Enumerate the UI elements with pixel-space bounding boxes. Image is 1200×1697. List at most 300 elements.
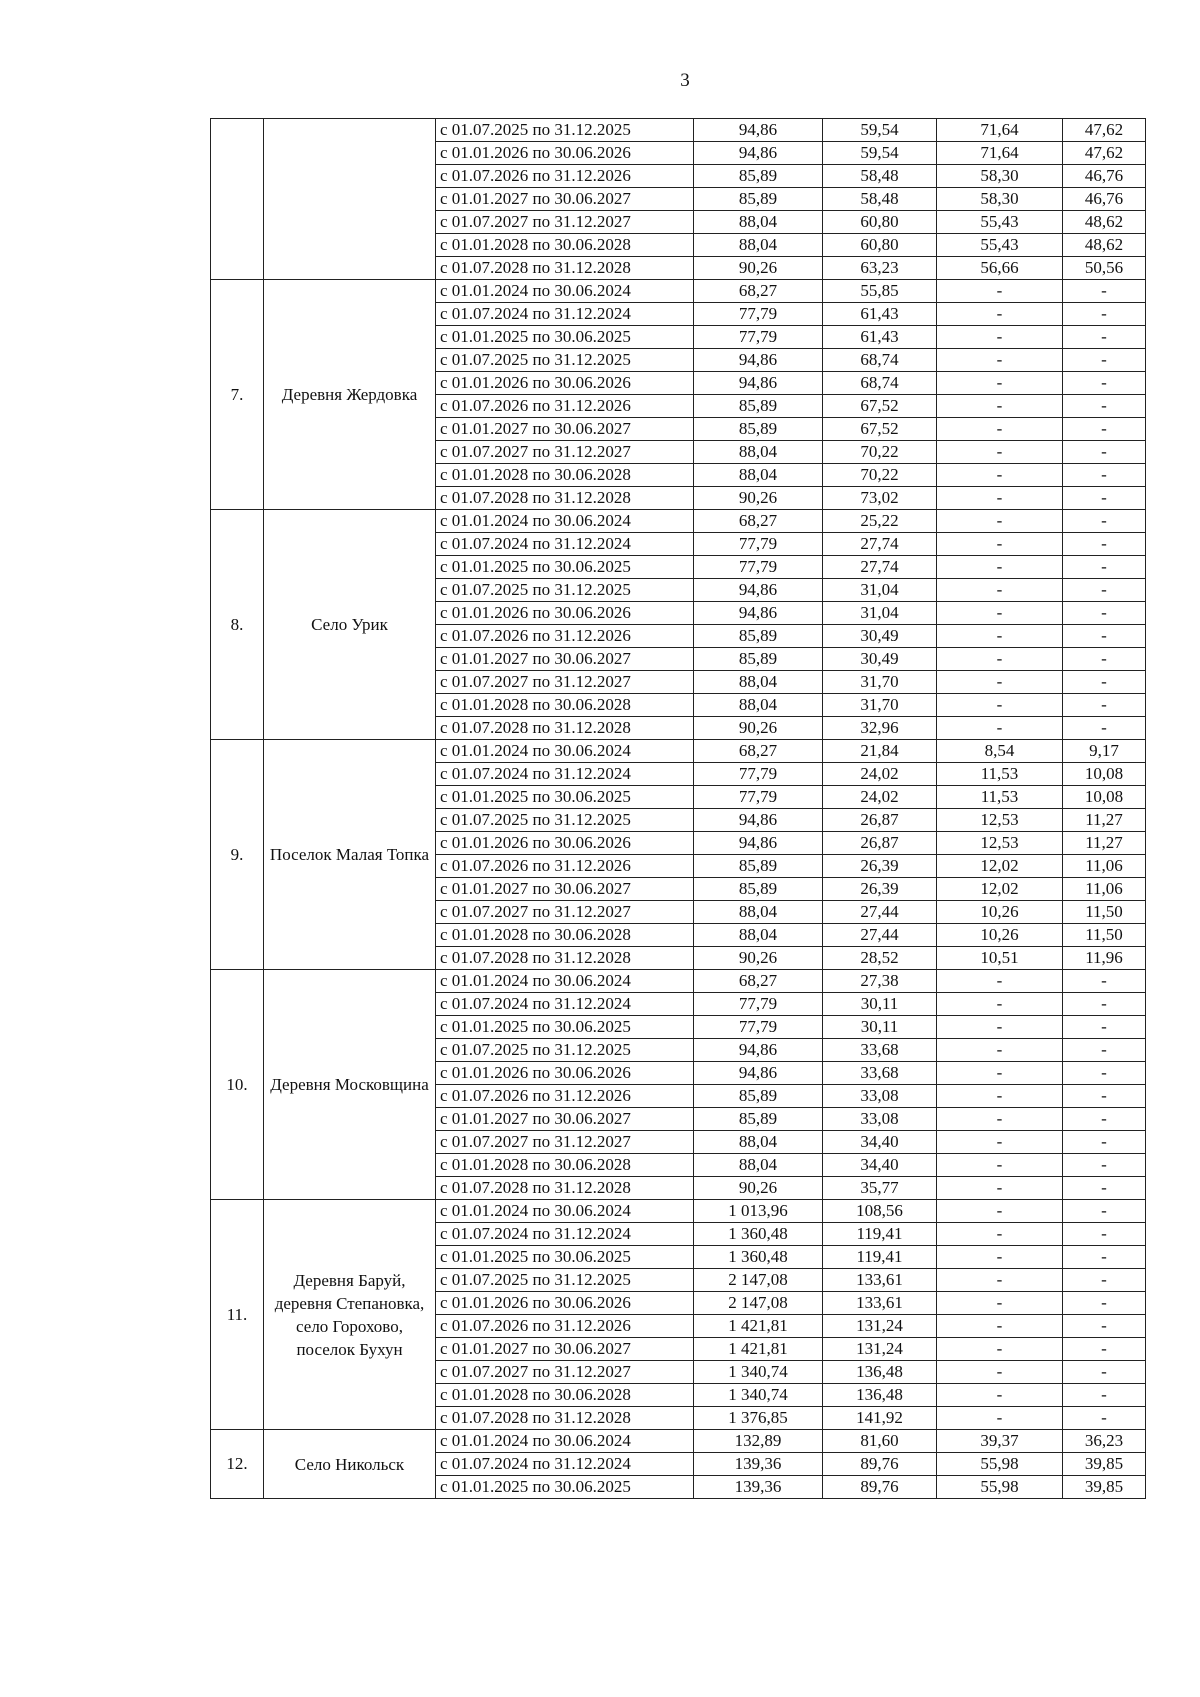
tariff-value-3: - (937, 1154, 1063, 1177)
period-cell: с 01.01.2026 по 30.06.2026 (436, 1292, 694, 1315)
tariff-value-1: 77,79 (694, 303, 823, 326)
tariff-value-3: - (937, 1016, 1063, 1039)
period-cell: с 01.01.2025 по 30.06.2025 (436, 786, 694, 809)
tariff-value-1: 85,89 (694, 878, 823, 901)
settlement-name: Деревня Московщина (264, 970, 436, 1200)
tariff-value-1: 2 147,08 (694, 1292, 823, 1315)
tariff-value-1: 1 360,48 (694, 1223, 823, 1246)
tariff-value-2: 26,87 (823, 832, 937, 855)
tariff-table (210, 118, 1146, 1499)
table-row (211, 510, 1146, 533)
period-cell: с 01.01.2025 по 30.06.2025 (436, 1016, 694, 1039)
tariff-value-3: 56,66 (937, 257, 1063, 280)
tariff-value-1: 77,79 (694, 763, 823, 786)
tariff-value-3: - (937, 1384, 1063, 1407)
period-cell: с 01.07.2026 по 31.12.2026 (436, 395, 694, 418)
tariff-value-4: 10,08 (1063, 786, 1146, 809)
tariff-value-3: - (937, 1223, 1063, 1246)
period-cell: с 01.07.2028 по 31.12.2028 (436, 487, 694, 510)
tariff-value-1: 1 421,81 (694, 1315, 823, 1338)
tariff-value-4: - (1063, 1085, 1146, 1108)
tariff-value-3: - (937, 993, 1063, 1016)
tariff-value-4: - (1063, 1384, 1146, 1407)
period-cell: с 01.07.2024 по 31.12.2024 (436, 533, 694, 556)
tariff-value-2: 136,48 (823, 1361, 937, 1384)
tariff-value-3: - (937, 303, 1063, 326)
tariff-value-2: 26,39 (823, 855, 937, 878)
tariff-value-1: 90,26 (694, 947, 823, 970)
period-cell: с 01.07.2026 по 31.12.2026 (436, 1315, 694, 1338)
tariff-value-3: - (937, 510, 1063, 533)
tariff-value-2: 119,41 (823, 1223, 937, 1246)
tariff-value-2: 70,22 (823, 464, 937, 487)
tariff-value-3: - (937, 556, 1063, 579)
tariff-value-1: 1 340,74 (694, 1384, 823, 1407)
period-cell: с 01.01.2028 по 30.06.2028 (436, 1384, 694, 1407)
table-row (211, 970, 1146, 993)
tariff-value-4: - (1063, 1131, 1146, 1154)
period-cell: с 01.01.2026 по 30.06.2026 (436, 142, 694, 165)
period-cell: с 01.07.2026 по 31.12.2026 (436, 165, 694, 188)
tariff-value-3: 12,53 (937, 809, 1063, 832)
tariff-value-2: 73,02 (823, 487, 937, 510)
tariff-value-2: 33,68 (823, 1039, 937, 1062)
period-cell: с 01.01.2028 по 30.06.2028 (436, 234, 694, 257)
period-cell: с 01.01.2024 по 30.06.2024 (436, 740, 694, 763)
period-cell: с 01.01.2025 по 30.06.2025 (436, 326, 694, 349)
tariff-value-3: - (937, 533, 1063, 556)
tariff-value-4: 11,50 (1063, 924, 1146, 947)
tariff-value-2: 24,02 (823, 786, 937, 809)
tariff-value-2: 67,52 (823, 418, 937, 441)
tariff-value-4: - (1063, 510, 1146, 533)
tariff-value-2: 68,74 (823, 372, 937, 395)
tariff-value-2: 68,74 (823, 349, 937, 372)
tariff-value-1: 94,86 (694, 1062, 823, 1085)
tariff-value-1: 90,26 (694, 487, 823, 510)
tariff-value-4: - (1063, 303, 1146, 326)
tariff-value-3: - (937, 464, 1063, 487)
tariff-value-1: 85,89 (694, 1108, 823, 1131)
tariff-value-4: 11,50 (1063, 901, 1146, 924)
settlement-number: 11. (211, 1200, 264, 1430)
tariff-value-1: 2 147,08 (694, 1269, 823, 1292)
tariff-value-4: 11,27 (1063, 809, 1146, 832)
tariff-value-1: 94,86 (694, 579, 823, 602)
tariff-value-1: 68,27 (694, 280, 823, 303)
tariff-value-2: 60,80 (823, 234, 937, 257)
period-cell: с 01.01.2028 по 30.06.2028 (436, 464, 694, 487)
tariff-value-2: 30,11 (823, 1016, 937, 1039)
tariff-value-3: - (937, 372, 1063, 395)
tariff-value-3: - (937, 1269, 1063, 1292)
settlement-name: Село Урик (264, 510, 436, 740)
tariff-value-4: - (1063, 1361, 1146, 1384)
tariff-value-2: 30,49 (823, 625, 937, 648)
tariff-value-4: - (1063, 349, 1146, 372)
tariff-value-3: 11,53 (937, 786, 1063, 809)
tariff-value-4: 48,62 (1063, 234, 1146, 257)
period-cell: с 01.01.2027 по 30.06.2027 (436, 878, 694, 901)
period-cell: с 01.01.2024 по 30.06.2024 (436, 510, 694, 533)
tariff-value-4: 47,62 (1063, 142, 1146, 165)
period-cell: с 01.07.2028 по 31.12.2028 (436, 717, 694, 740)
tariff-value-2: 32,96 (823, 717, 937, 740)
tariff-value-2: 133,61 (823, 1269, 937, 1292)
tariff-value-2: 108,56 (823, 1200, 937, 1223)
period-cell: с 01.07.2027 по 31.12.2027 (436, 211, 694, 234)
tariff-value-1: 139,36 (694, 1453, 823, 1476)
tariff-value-2: 33,08 (823, 1108, 937, 1131)
tariff-value-4: - (1063, 1407, 1146, 1430)
tariff-value-2: 59,54 (823, 119, 937, 142)
tariff-value-4: - (1063, 533, 1146, 556)
tariff-value-1: 94,86 (694, 602, 823, 625)
tariff-value-2: 21,84 (823, 740, 937, 763)
tariff-value-2: 58,48 (823, 165, 937, 188)
tariff-value-3: - (937, 579, 1063, 602)
tariff-value-2: 133,61 (823, 1292, 937, 1315)
period-cell: с 01.01.2026 по 30.06.2026 (436, 832, 694, 855)
tariff-value-2: 136,48 (823, 1384, 937, 1407)
tariff-value-1: 85,89 (694, 855, 823, 878)
tariff-value-3: - (937, 1085, 1063, 1108)
tariff-value-3: 10,26 (937, 901, 1063, 924)
tariff-value-3: - (937, 395, 1063, 418)
period-cell: с 01.07.2026 по 31.12.2026 (436, 1085, 694, 1108)
tariff-value-4: - (1063, 648, 1146, 671)
tariff-value-1: 85,89 (694, 648, 823, 671)
tariff-value-1: 85,89 (694, 395, 823, 418)
tariff-value-4: - (1063, 1154, 1146, 1177)
tariff-value-2: 30,49 (823, 648, 937, 671)
period-cell: с 01.07.2025 по 31.12.2025 (436, 579, 694, 602)
settlement-number (211, 119, 264, 280)
tariff-value-2: 30,11 (823, 993, 937, 1016)
settlement-name: Деревня Жердовка (264, 280, 436, 510)
tariff-value-4: 39,85 (1063, 1476, 1146, 1499)
tariff-value-2: 33,68 (823, 1062, 937, 1085)
period-cell: с 01.07.2027 по 31.12.2027 (436, 1131, 694, 1154)
period-cell: с 01.01.2028 по 30.06.2028 (436, 924, 694, 947)
period-cell: с 01.07.2027 по 31.12.2027 (436, 901, 694, 924)
period-cell: с 01.07.2028 по 31.12.2028 (436, 947, 694, 970)
tariff-value-3: - (937, 694, 1063, 717)
period-cell: с 01.01.2027 по 30.06.2027 (436, 188, 694, 211)
tariff-value-4: 10,08 (1063, 763, 1146, 786)
period-cell: с 01.01.2027 по 30.06.2027 (436, 418, 694, 441)
tariff-value-2: 131,24 (823, 1315, 937, 1338)
tariff-value-2: 27,74 (823, 556, 937, 579)
period-cell: с 01.07.2024 по 31.12.2024 (436, 1453, 694, 1476)
tariff-value-1: 85,89 (694, 165, 823, 188)
tariff-value-3: - (937, 1131, 1063, 1154)
tariff-value-3: - (937, 602, 1063, 625)
tariff-value-1: 1 421,81 (694, 1338, 823, 1361)
tariff-value-2: 119,41 (823, 1246, 937, 1269)
tariff-value-4: - (1063, 602, 1146, 625)
tariff-value-2: 61,43 (823, 303, 937, 326)
period-cell: с 01.07.2028 по 31.12.2028 (436, 1407, 694, 1430)
tariff-value-2: 89,76 (823, 1453, 937, 1476)
tariff-value-1: 1 376,85 (694, 1407, 823, 1430)
tariff-value-3: 71,64 (937, 142, 1063, 165)
tariff-value-1: 139,36 (694, 1476, 823, 1499)
tariff-value-4: 46,76 (1063, 165, 1146, 188)
period-cell: с 01.01.2025 по 30.06.2025 (436, 1246, 694, 1269)
period-cell: с 01.01.2024 по 30.06.2024 (436, 1430, 694, 1453)
settlement-name: Село Никольск (264, 1430, 436, 1499)
period-cell: с 01.07.2026 по 31.12.2026 (436, 625, 694, 648)
tariff-value-4: - (1063, 694, 1146, 717)
tariff-value-1: 88,04 (694, 901, 823, 924)
settlement-number: 10. (211, 970, 264, 1200)
tariff-value-3: - (937, 671, 1063, 694)
tariff-value-3: - (937, 418, 1063, 441)
tariff-value-4: - (1063, 1039, 1146, 1062)
settlement-name: Деревня Баруй, деревня Степановка, село Горохово, поселок Бухун (264, 1200, 436, 1430)
tariff-value-4: - (1063, 1246, 1146, 1269)
tariff-value-2: 26,87 (823, 809, 937, 832)
tariff-value-4: - (1063, 1223, 1146, 1246)
tariff-value-3: 8,54 (937, 740, 1063, 763)
tariff-value-3: 55,43 (937, 211, 1063, 234)
tariff-value-4: 46,76 (1063, 188, 1146, 211)
tariff-value-1: 94,86 (694, 372, 823, 395)
period-cell: с 01.07.2028 по 31.12.2028 (436, 1177, 694, 1200)
tariff-value-3: - (937, 717, 1063, 740)
tariff-value-3: - (937, 625, 1063, 648)
tariff-value-1: 94,86 (694, 1039, 823, 1062)
tariff-value-4: - (1063, 1108, 1146, 1131)
tariff-value-4: - (1063, 280, 1146, 303)
tariff-value-1: 94,86 (694, 119, 823, 142)
period-cell: с 01.01.2024 по 30.06.2024 (436, 970, 694, 993)
tariff-value-3: - (937, 1062, 1063, 1085)
tariff-value-3: 71,64 (937, 119, 1063, 142)
tariff-value-3: - (937, 1108, 1063, 1131)
tariff-value-1: 85,89 (694, 188, 823, 211)
tariff-value-1: 94,86 (694, 809, 823, 832)
table-row (211, 1200, 1146, 1223)
tariff-value-3: - (937, 970, 1063, 993)
tariff-value-1: 88,04 (694, 1131, 823, 1154)
tariff-value-3: 55,43 (937, 234, 1063, 257)
tariff-value-4: - (1063, 993, 1146, 1016)
tariff-value-3: 58,30 (937, 165, 1063, 188)
tariff-value-3: 55,98 (937, 1476, 1063, 1499)
tariff-value-3: - (937, 487, 1063, 510)
tariff-value-1: 88,04 (694, 211, 823, 234)
tariff-value-4: - (1063, 717, 1146, 740)
period-cell: с 01.01.2026 по 30.06.2026 (436, 1062, 694, 1085)
tariff-value-4: 36,23 (1063, 1430, 1146, 1453)
period-cell: с 01.07.2025 по 31.12.2025 (436, 1039, 694, 1062)
period-cell: с 01.07.2025 по 31.12.2025 (436, 1269, 694, 1292)
tariff-value-1: 77,79 (694, 1016, 823, 1039)
period-cell: с 01.07.2024 по 31.12.2024 (436, 763, 694, 786)
tariff-value-1: 90,26 (694, 1177, 823, 1200)
tariff-value-4: 11,27 (1063, 832, 1146, 855)
tariff-value-3: 39,37 (937, 1430, 1063, 1453)
tariff-value-2: 55,85 (823, 280, 937, 303)
tariff-value-4: - (1063, 441, 1146, 464)
period-cell: с 01.01.2025 по 30.06.2025 (436, 556, 694, 579)
tariff-value-3: - (937, 280, 1063, 303)
tariff-value-3: - (937, 1407, 1063, 1430)
tariff-value-4: - (1063, 625, 1146, 648)
tariff-value-2: 34,40 (823, 1131, 937, 1154)
tariff-value-2: 63,23 (823, 257, 937, 280)
period-cell: с 01.07.2024 по 31.12.2024 (436, 993, 694, 1016)
tariff-value-1: 77,79 (694, 786, 823, 809)
settlement-name: Поселок Малая Топка (264, 740, 436, 970)
tariff-value-4: - (1063, 487, 1146, 510)
tariff-value-1: 88,04 (694, 234, 823, 257)
tariff-value-2: 31,70 (823, 671, 937, 694)
tariff-value-2: 34,40 (823, 1154, 937, 1177)
tariff-value-4: - (1063, 372, 1146, 395)
tariff-value-4: - (1063, 556, 1146, 579)
period-cell: с 01.07.2025 по 31.12.2025 (436, 119, 694, 142)
tariff-value-2: 26,39 (823, 878, 937, 901)
tariff-value-1: 77,79 (694, 556, 823, 579)
tariff-value-4: - (1063, 579, 1146, 602)
tariff-value-1: 68,27 (694, 970, 823, 993)
tariff-value-3: - (937, 1177, 1063, 1200)
tariff-value-4: - (1063, 1292, 1146, 1315)
tariff-value-2: 61,43 (823, 326, 937, 349)
tariff-value-4: 11,06 (1063, 878, 1146, 901)
tariff-value-4: - (1063, 1177, 1146, 1200)
tariff-value-4: 11,06 (1063, 855, 1146, 878)
tariff-value-3: - (937, 326, 1063, 349)
period-cell: с 01.07.2027 по 31.12.2027 (436, 671, 694, 694)
tariff-value-1: 88,04 (694, 694, 823, 717)
tariff-value-4: 47,62 (1063, 119, 1146, 142)
tariff-value-1: 77,79 (694, 993, 823, 1016)
table-row (211, 119, 1146, 142)
table-row (211, 280, 1146, 303)
tariff-value-2: 28,52 (823, 947, 937, 970)
tariff-value-4: - (1063, 1269, 1146, 1292)
period-cell: с 01.01.2026 по 30.06.2026 (436, 372, 694, 395)
tariff-value-4: - (1063, 970, 1146, 993)
table-row (211, 1430, 1146, 1453)
tariff-value-1: 88,04 (694, 924, 823, 947)
tariff-value-3: - (937, 349, 1063, 372)
tariff-value-3: 12,02 (937, 878, 1063, 901)
period-cell: с 01.01.2024 по 30.06.2024 (436, 280, 694, 303)
tariff-value-4: - (1063, 395, 1146, 418)
period-cell: с 01.07.2027 по 31.12.2027 (436, 1361, 694, 1384)
tariff-value-4: - (1063, 1315, 1146, 1338)
tariff-value-2: 31,04 (823, 579, 937, 602)
tariff-value-1: 77,79 (694, 533, 823, 556)
tariff-value-3: 12,02 (937, 855, 1063, 878)
tariff-value-4: - (1063, 1062, 1146, 1085)
tariff-value-3: 55,98 (937, 1453, 1063, 1476)
tariff-value-2: 31,04 (823, 602, 937, 625)
tariff-value-2: 131,24 (823, 1338, 937, 1361)
settlement-number: 12. (211, 1430, 264, 1499)
table-row (211, 740, 1146, 763)
tariff-value-2: 25,22 (823, 510, 937, 533)
tariff-value-1: 88,04 (694, 464, 823, 487)
tariff-value-4: - (1063, 464, 1146, 487)
period-cell: с 01.07.2027 по 31.12.2027 (436, 441, 694, 464)
tariff-value-1: 68,27 (694, 740, 823, 763)
tariff-value-1: 85,89 (694, 418, 823, 441)
tariff-value-2: 60,80 (823, 211, 937, 234)
tariff-value-3: - (937, 1246, 1063, 1269)
tariff-value-4: 39,85 (1063, 1453, 1146, 1476)
tariff-value-3: 10,26 (937, 924, 1063, 947)
tariff-value-2: 27,44 (823, 901, 937, 924)
tariff-value-2: 35,77 (823, 1177, 937, 1200)
tariff-value-2: 81,60 (823, 1430, 937, 1453)
period-cell: с 01.07.2028 по 31.12.2028 (436, 257, 694, 280)
tariff-value-3: - (937, 648, 1063, 671)
page-number: 3 (680, 70, 690, 91)
tariff-value-3: 58,30 (937, 188, 1063, 211)
tariff-value-4: - (1063, 326, 1146, 349)
tariff-value-1: 77,79 (694, 326, 823, 349)
period-cell: с 01.01.2028 по 30.06.2028 (436, 694, 694, 717)
period-cell: с 01.01.2028 по 30.06.2028 (436, 1154, 694, 1177)
tariff-value-2: 31,70 (823, 694, 937, 717)
tariff-value-1: 1 340,74 (694, 1361, 823, 1384)
tariff-value-4: 50,56 (1063, 257, 1146, 280)
tariff-value-1: 88,04 (694, 1154, 823, 1177)
tariff-value-1: 1 360,48 (694, 1246, 823, 1269)
tariff-table-body (211, 119, 1146, 1499)
settlement-number: 7. (211, 280, 264, 510)
tariff-value-4: - (1063, 418, 1146, 441)
tariff-value-4: - (1063, 1200, 1146, 1223)
period-cell: с 01.07.2025 по 31.12.2025 (436, 809, 694, 832)
tariff-value-3: - (937, 1292, 1063, 1315)
tariff-value-2: 67,52 (823, 395, 937, 418)
tariff-value-3: 10,51 (937, 947, 1063, 970)
tariff-value-3: - (937, 1039, 1063, 1062)
tariff-value-4: 11,96 (1063, 947, 1146, 970)
tariff-value-3: - (937, 1315, 1063, 1338)
tariff-value-3: - (937, 441, 1063, 464)
tariff-value-2: 24,02 (823, 763, 937, 786)
tariff-value-2: 141,92 (823, 1407, 937, 1430)
tariff-value-2: 33,08 (823, 1085, 937, 1108)
tariff-value-4: - (1063, 1016, 1146, 1039)
tariff-value-1: 94,86 (694, 349, 823, 372)
tariff-value-3: - (937, 1338, 1063, 1361)
tariff-value-2: 59,54 (823, 142, 937, 165)
tariff-value-2: 27,74 (823, 533, 937, 556)
tariff-value-3: 12,53 (937, 832, 1063, 855)
tariff-value-2: 27,44 (823, 924, 937, 947)
tariff-value-2: 27,38 (823, 970, 937, 993)
period-cell: с 01.01.2025 по 30.06.2025 (436, 1476, 694, 1499)
tariff-value-1: 85,89 (694, 1085, 823, 1108)
tariff-value-1: 68,27 (694, 510, 823, 533)
settlement-name (264, 119, 436, 280)
tariff-value-4: - (1063, 1338, 1146, 1361)
tariff-value-2: 70,22 (823, 441, 937, 464)
period-cell: с 01.01.2027 по 30.06.2027 (436, 1108, 694, 1131)
period-cell: с 01.07.2024 по 31.12.2024 (436, 1223, 694, 1246)
period-cell: с 01.07.2025 по 31.12.2025 (436, 349, 694, 372)
tariff-value-4: 48,62 (1063, 211, 1146, 234)
